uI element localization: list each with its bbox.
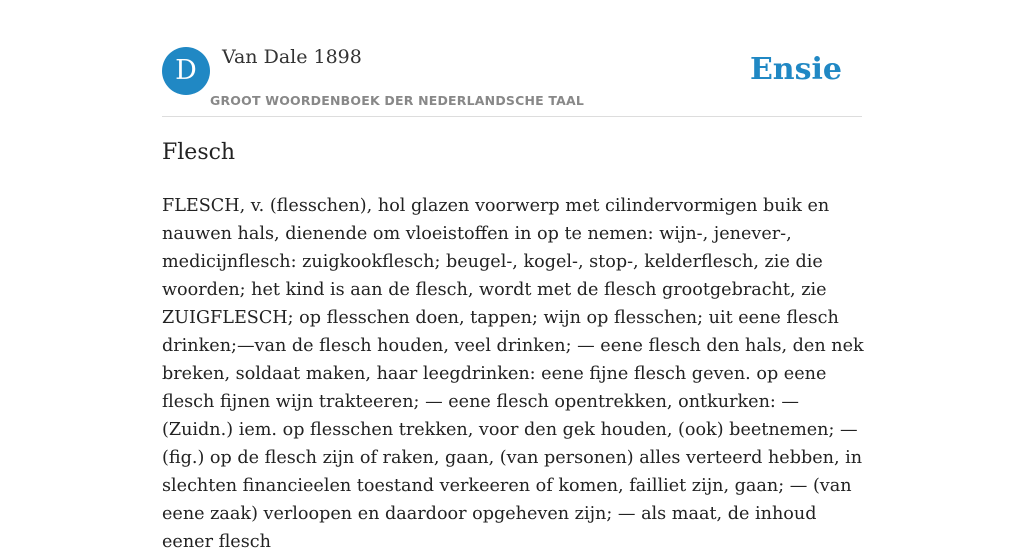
dictionary-title[interactable]: Van Dale 1898 — [222, 46, 362, 68]
dictionary-header — [162, 46, 862, 117]
entry-heading: Flesch — [162, 140, 236, 165]
dictionary-subtitle: GROOT WOORDENBOEK DER NEDERLANDSCHE TAAL — [210, 93, 585, 108]
entry-definition: FLESCH, v. (flesschen), hol glazen voorwerp met cilindervormigen buik en nauwen hals, dienende om vloeistoffen in op te nemen: wijn-, jenever-, medicijnflesch: zuigkookflesch; beugel-, kogel-, stop-, kelderflesch, zie die woorden; het kind is aan de flesch, wordt met de flesch grootgebracht, zie ZUIGFLESCH; op flesschen doen, tappen; wijn op flesschen; uit eene flesch drinken;—van de flesch houden, veel drinken; — eene flesch den hals, den nek breken, soldaat maken, haar leegdrinken: eene fijne flesch geven. op eene flesch fijnen wijn trakteeren; — eene flesch opentrekken, ontkurken: — (Zuidn.) iem. op flesschen trekken, voor den gek houden, (ook) beetnemen; — (fig.) op de flesch zijn of raken, gaan, (van personen) alles verteerd hebben, in slechten financieelen toestand verkeeren of komen, failliet zijn, gaan; — (van eene zaak) verloopen en daardoor opgeheven zijn; — als maat, de inhoud eener flesch — [162, 196, 864, 552]
ensie-logo[interactable]: Ensie — [749, 52, 842, 87]
dictionary-logo[interactable]: D — [162, 47, 210, 95]
